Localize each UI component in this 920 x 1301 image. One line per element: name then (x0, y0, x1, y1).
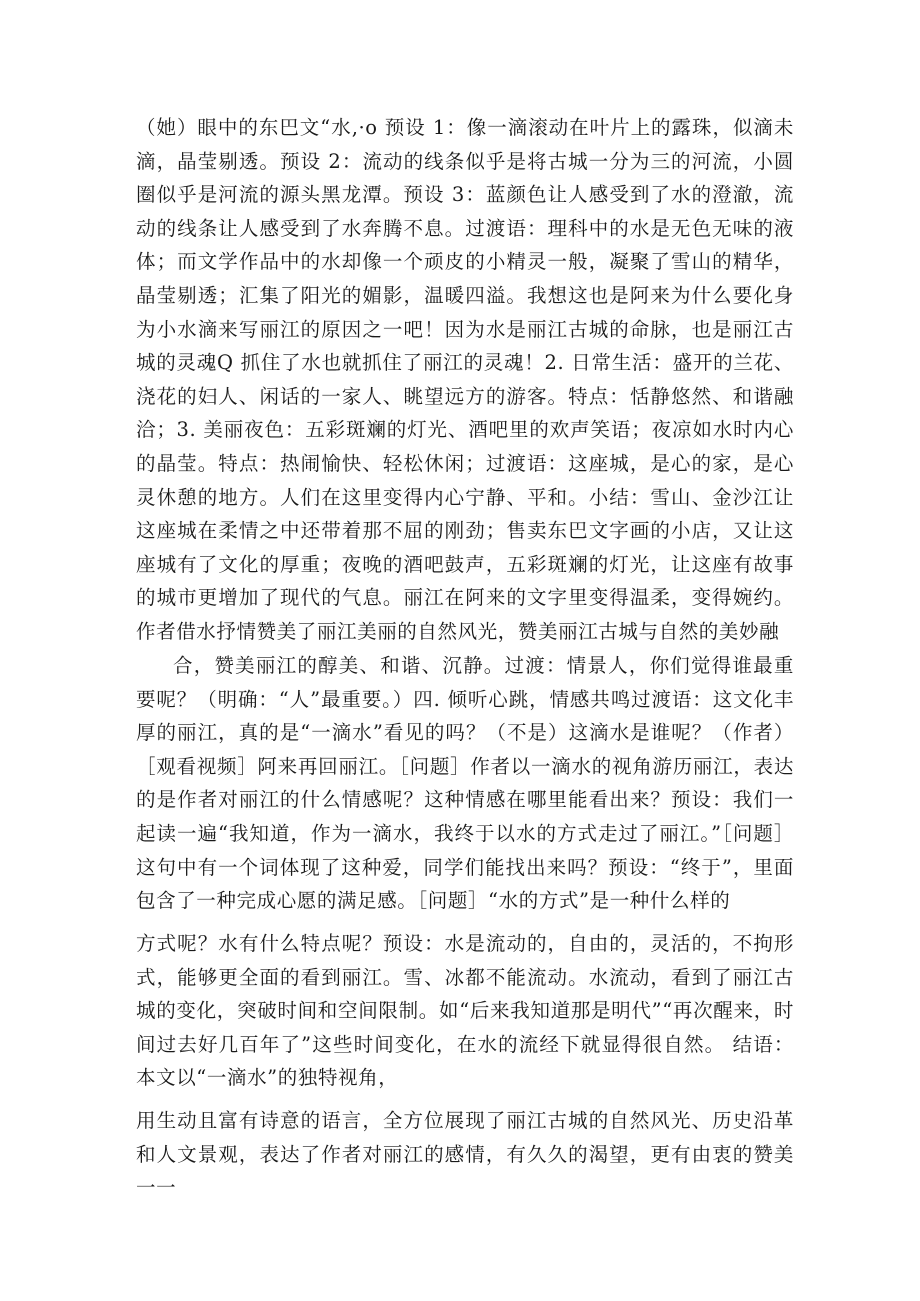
paragraph-2: 合，赞美丽江的醇美、和谐、沉静。过渡：情景人，你们觉得谁最重要呢？（明确：“人”最重要。）四. 倾听心跳，情感共鸣过渡语：这文化丰厚的丽江，真的是“一滴水”看见的吗？（不是）这滴水是谁呢？（作者）［观看视频］阿来再回丽江。［问题］作者以一滴水的视角游历丽江，表达的是作者对丽江的什么情感呢？这种情感在哪里能看出来？预设：我们一起读一遍“我知道，作为一滴水，我终于以水的方式走过了丽江。”［问题］这句中有一个词体现了这种爱，同学们能找出来吗？预设：“终于”，里面包含了一种完成心愿的满足感。［问题］“水的方式”是一种什么样的 (136, 654, 794, 913)
paragraph-1: （她）眼中的东巴文“水,·o 预设 1：像一滴滚动在叶片上的露珠，似滴未滴，晶莹剔透。预设 2：流动的线条似乎是将古城一分为三的河流，小圆圈似乎是河流的源头黑龙潭。预设 3：蓝颜色让人感受到了水的澄澈，流动的线条让人感受到了水奔腾不息。过渡语：理科中的水是无色无味的液体；而文学作品中的水却像一个顽皮的小精灵一般，凝聚了雪山的精华，晶莹剔透；汇集了阳光的媚影，温暖四溢。我想这也是阿来为什么要化身为小水滴来写丽江的原因之一吧！因为水是丽江古城的命脉，也是丽江古城的灵魂Q 抓住了水也就抓住了丽江的灵魂！2. 日常生活：盛开的兰花、浇花的妇人、闲话的一家人、眺望远方的游客。特点：恬静悠然、和谐融洽；3. 美丽夜色：五彩斑斓的灯光、酒吧里的欢声笑语；夜凉如水时内心的晶莹。特点：热闹愉快、轻松休闲；过渡语：这座城，是心的家，是心灵休憩的地方。人们在这里变得内心宁静、平和。小结：雪山、金沙江让这座城在柔情之中还带着那不屈的刚劲；售卖东巴文字画的小店，又让这座城有了文化的厚重；夜晚的酒吧鼓声，五彩斑斓的灯光，让这座有故事的城市更增加了现代的气息。丽江在阿来的文字里变得温柔，变得婉约。作者借水抒情赞美了丽江美丽的自然风光，赞美丽江古城与自然的美妙融 (136, 116, 794, 643)
paragraph-3: 方式呢？水有什么特点呢？预设：水是流动的，自由的，灵活的，不拘形式，能够更全面的看到丽江。雪、冰都不能流动。水流动，看到了丽江古城的变化，突破时间和空间限制。如“后来我知道那是明代”“再次醒来，时间过去好几百年了”这些时间变化，在水的流经下就显得很自然。 结语：本文以“一滴水”的独特视角， (136, 932, 794, 1090)
paragraph-4: 用生动且富有诗意的语言，全方位展现了丽江古城的自然风光、历史沿革和人文景观，表达了作者对丽江的感情，有久久的渴望，更有由衷的赞美一一 (136, 1109, 794, 1200)
